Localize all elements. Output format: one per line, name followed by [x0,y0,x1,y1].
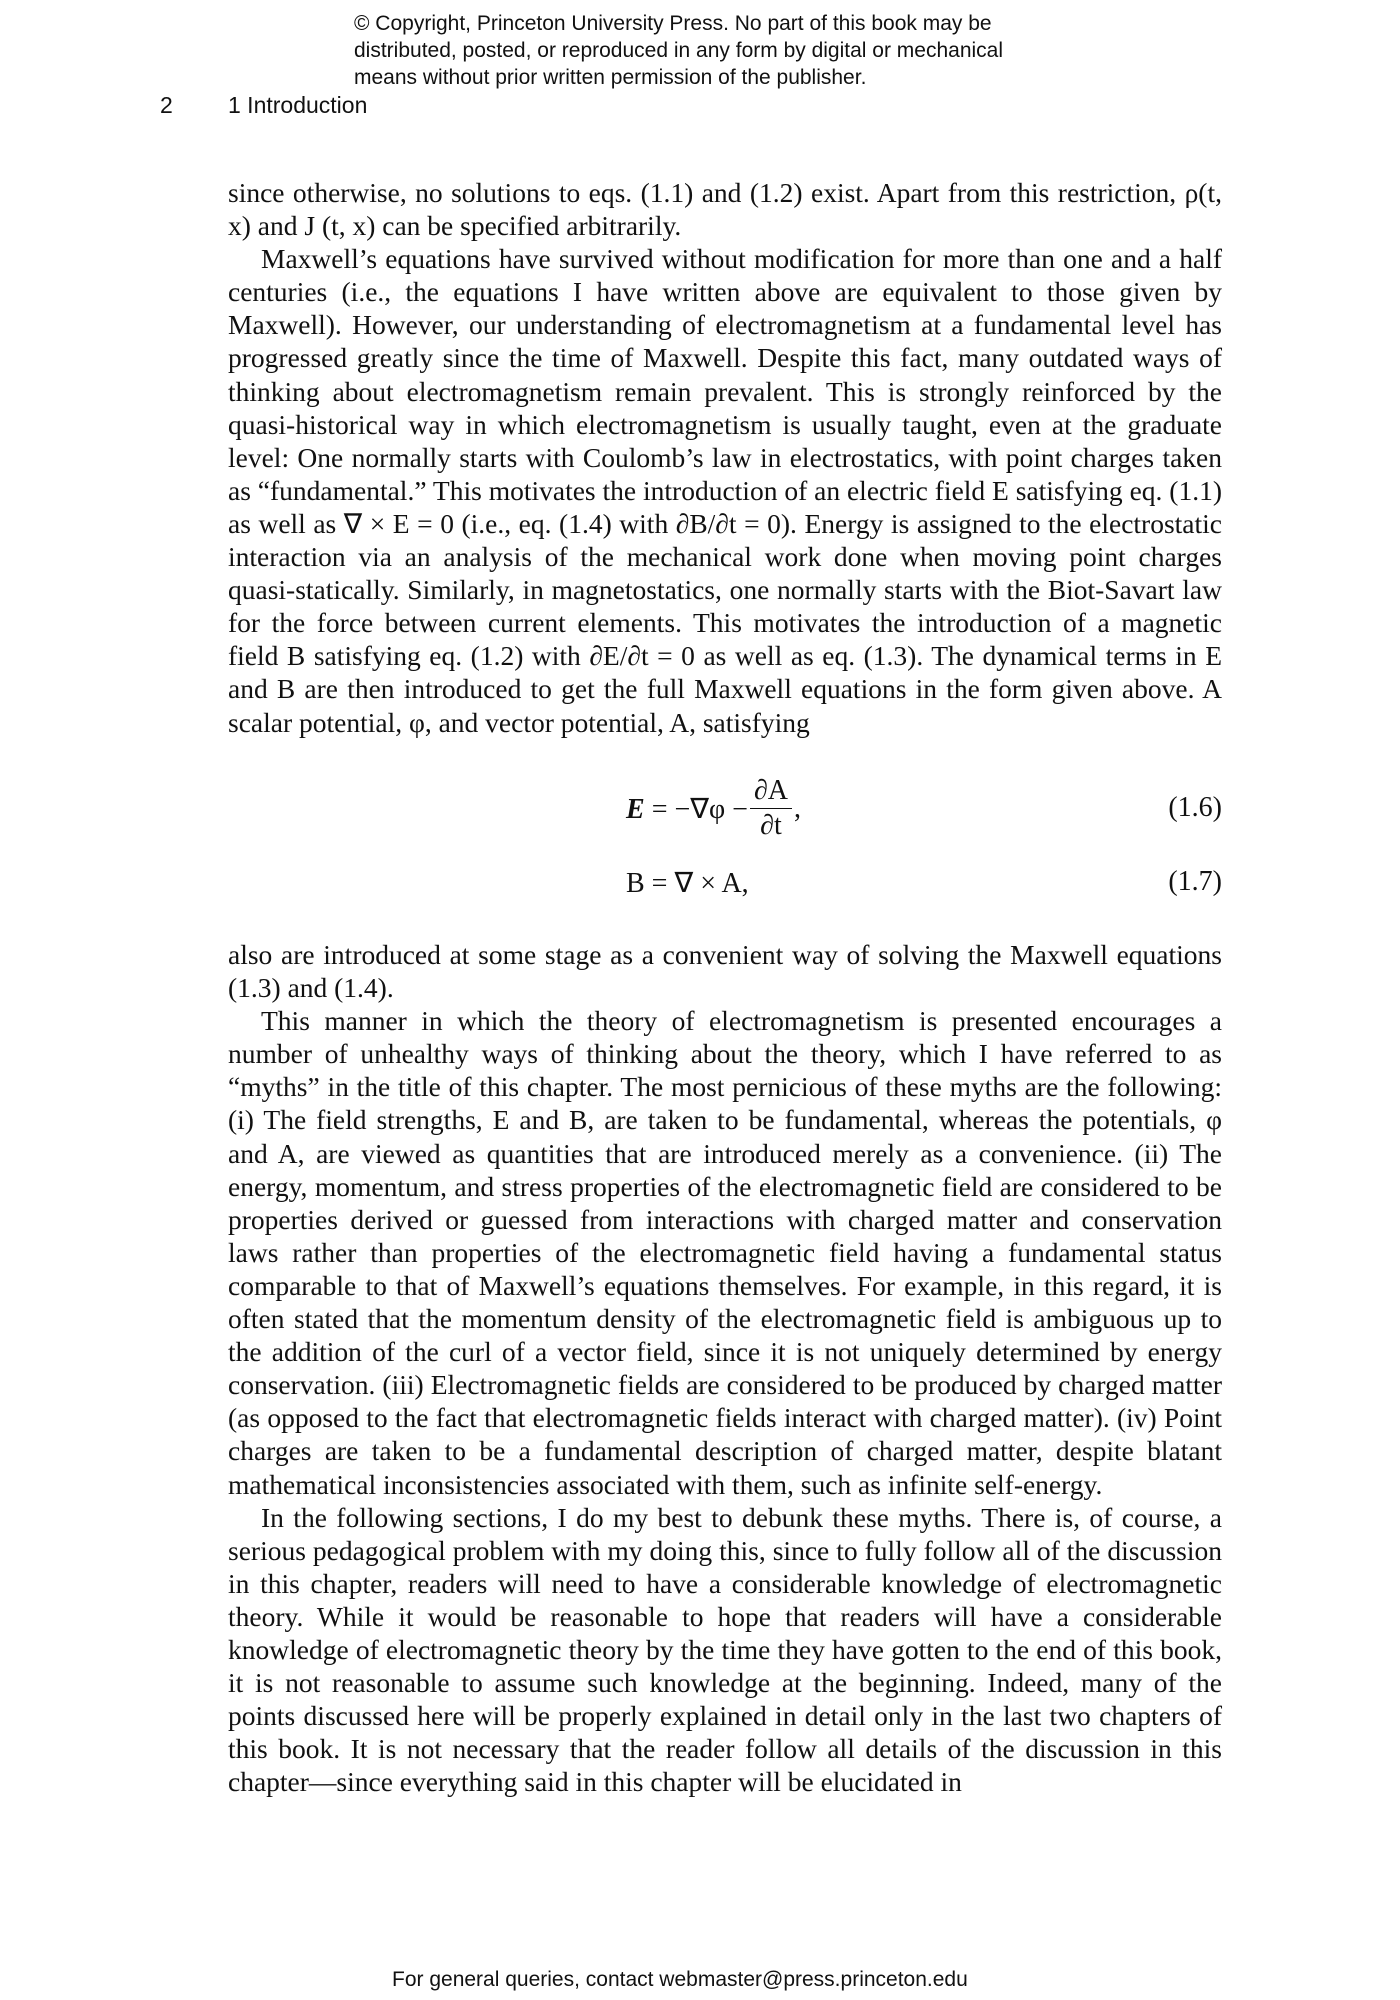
equation-number: (1.7) [1168,866,1222,897]
copyright-notice [354,10,1114,91]
equation-lhs: E [626,793,645,825]
text-block-before-equations [228,176,1222,739]
equation-fraction [750,776,792,841]
fraction-denominator: ∂t [760,810,782,841]
copyright-line-3: means without prior written permission of the publisher. [354,66,867,89]
chapter-title: 1 Introduction [228,92,368,118]
paragraph: In the following sections, I do my best to debunk these myths. There is, of course, a serious pedagogical problem with my doing this, since to fully follow all of the discussion in this chapter, readers will need to have a considerable knowledge of electromagnetic theory. While it would be reasonable to hope that readers will have a considerable knowledge of electromagnetic theory by the time they have gotten to the end of this book, it is not reasonable to assume such knowledge at the beginning. Indeed, many of the points discussed here will be properly explained in detail only in the last two chapters of this book. It is not necessary that the reader follow all details of the discussion in this chapter—since everything said in this chapter will be elucidated in [228,1501,1222,1798]
equation-body [626,776,801,841]
equation-tail: , [794,792,802,824]
paragraph: Maxwell’s equations have survived without modification for more than one and a half centuries (i.e., the equations I have written above are equivalent to those given by Maxwell). However, our understanding of electromagnetism at a fundamental level has progressed greatly since the time of Maxwell. Despite this fact, many outdated ways of thinking about electromagnetism remain prevalent. This is strongly reinforced by the quasi-historical way in which electromagnetism is usually taught, even at the graduate level: One normally starts with Coulomb’s law in electrostatics, with point charges taken as “fundamental.” This motivates the introduction of an electric field E satisfying eq. (1.1) as well as ∇ × E = 0 (i.e., eq. (1.4) with ∂B/∂t = 0). Energy is assigned to the electrostatic interaction via an analysis of the mechanical work done when moving point charges quasi-statically. Similarly, in magnetostatics, one normally starts with the Biot-Savart law for the force between current elements. This motivates the introduction of a magnetic field B satisfying eq. (1.2) with ∂E/∂t = 0 as well as eq. (1.3). The dynamical terms in E and B are then introduced to get the full Maxwell equations in the form given above. A scalar potential, φ, and vector potential, A, satisfying [228,243,1222,738]
paragraph: also are introduced at some stage as a convenient way of solving the Maxwell equations (1.3) and (1.4). [228,939,1222,1004]
copyright-line-2: distributed, posted, or reproduced in any form by digital or mechanical [354,39,1004,62]
equation-body: B = ∇ × A, [626,868,749,899]
page-number: 2 [160,92,173,118]
fraction-numerator: ∂A [750,776,792,809]
paragraph: This manner in which the theory of electromagnetism is presented encourages a number of unhealthy ways of thinking about the theory, which I have referred to as “myths” in the title of this chapter. The most pernicious of these myths are the following: (i) The field strengths, E and B, are taken to be fundamental, whereas the potentials, φ and A, are viewed as quantities that are introduced merely as a convenience. (ii) The energy, momentum, and stress properties of the electromagnetic field are considered to be properties derived or guessed from interactions with charged matter and conservation laws rather than properties of the electromagnetic field having a fundamental status comparable to that of Maxwell’s equations themselves. For example, in this regard, it is often stated that the momentum density of the electromagnetic field is ambiguous up to the addition of the curl of a vector field, since it is not uniquely determined by energy conservation. (iii) Electromagnetic fields are considered to be produced by charged matter (as opposed to the fact that electromagnetic fields interact with charged matter). (iv) Point charges are taken to be a fundamental description of charged matter, despite blatant mathematical inconsistencies associated with them, such as infinite self-energy. [228,1005,1222,1500]
equation-1-7 [228,866,1222,902]
footer-contact: For general queries, contact webmaster@press.princeton.edu [392,1968,968,1991]
paragraph: since otherwise, no solutions to eqs. (1.1) and (1.2) exist. Apart from this restriction, ρ(t, x) and J (t, x) can be specified arbitrarily. [228,177,1222,242]
text-block-after-equations [228,938,1222,1798]
running-head [160,92,367,119]
equation-1-6 [228,776,1222,846]
copyright-line-1: © Copyright, Princeton University Press. No part of this book may be [354,12,992,35]
equation-number: (1.6) [1168,792,1222,823]
equation-middle: = −∇φ − [644,793,748,825]
